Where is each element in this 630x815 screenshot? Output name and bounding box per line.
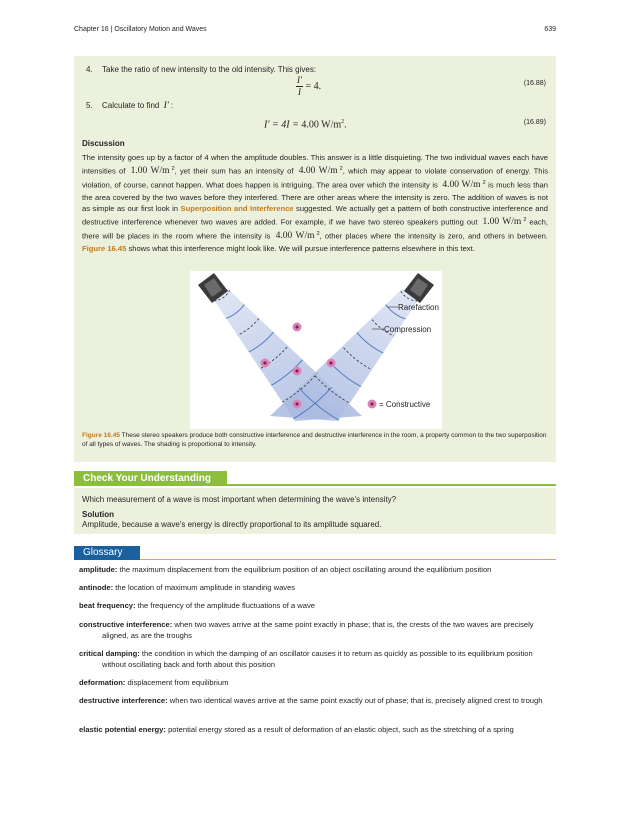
equation-number: (16.88) <box>523 80 546 87</box>
glossary-item: amplitude: the maximum displacement from the equilibrium position of an object oscillating around the equilibrium position <box>79 565 492 574</box>
figure-caption: Figure 16.45 These stereo speakers produce both constructive interference and destructive interference in the room, a property common to the two superposition of all types of waves. The shading is proportional to intensity. <box>82 432 547 448</box>
glossary-item: critical damping: the condition in which the damping of an oscillator causes it to return as quickly as possible to its equilibrium position without oscillating back and forth about this position <box>79 649 533 669</box>
glossary-title: Glossary <box>74 546 140 560</box>
chapter-title: Chapter 16 | Oscillatory Motion and Waves <box>74 26 207 33</box>
compression-label: Compression <box>384 325 432 334</box>
page-number: 639 <box>544 26 556 33</box>
constructive-legend: = Constructive <box>379 400 431 409</box>
equation-16-89: I′ = 4I = 4.00 $W/m^2$. <box>264 119 347 131</box>
worked-example-box: 4. Take the ratio of new intensity to the old intensity. This gives: $\frac{I'}{I}$ = 4. (16.88) 5. Calculate to find I′ : I′ = 4I = 4.00 $W/m^2$. (16.89) Discussion The intensity goes up by a factor of 4 when the amplitude doubles. This answer is a little disquieting. The two individual waves each have intensities of 1.00 W/m $^2$, yet their sum has an intensity of 4.00 W/m $^2$, which may appear to violate conservation of energy. This violation, of course, cannot happen. What does happen is intriguing. The area over which the intensity is 4.00 W/m $^2$ is much less than the area covered by the two waves before they interfered. There are other areas where the intensity is zero. The addition of waves is not as simple as our first look in Superposition and Interference suggested. We actually get a pattern of both constructive interference and destructive interference whenever two waves are added. For example, if we have two stereo speakers putting out 1.00 W/m $^2$ each, there will be places in the room where the intensity is 4.00 W/m $^2$, other places where the intensity is zero, and others in between. Figure 16.45 shows what this interference might look like. We will pursue interference patterns elsewhere in this text. Rarefaction Compression = Constructive Figure 16.45 These stereo speakers produce both constructive interference and destructive interference in the room, a property common to the two superposition of all types of waves. The shading is proportional to intensity. <box>74 56 556 462</box>
check-question: Which measurement of a wave is most important when determining the wave's intensity? <box>82 495 397 504</box>
check-understanding-title: Check Your Understanding <box>74 471 227 486</box>
glossary-item: constructive interference: when two waves arrive at the same point exactly in phase; that is, the crests of the two waves are precisely aligned, as are the troughs <box>79 620 534 640</box>
check-understanding-bar <box>74 471 556 486</box>
discussion-heading: Discussion <box>82 139 125 148</box>
interference-figure <box>190 271 442 429</box>
glossary-item: elastic potential energy: potential energy stored as a result of deformation of an elastic object, such as the stretching of a spring <box>79 725 514 734</box>
solution-text: Amplitude, because a wave's energy is directly proportional to its amplitude squared. <box>82 520 382 529</box>
rarefaction-label: Rarefaction <box>398 303 439 312</box>
equation-16-88: $\frac{I'}{I}$ = 4. <box>297 75 322 97</box>
discussion-paragraph: The intensity goes up by a factor of 4 when the amplitude doubles. This answer is a little disquieting. The two individual waves each have intensities of 1.00 W/m $^2$, yet their sum has an intensity of 4.00 W/m $^2$, which may appear to violate conservation of energy. This violation, of course, cannot happen. What does happen is intriguing. The area over which the intensity is 4.00 W/m $^2$ is much less than the area covered by the two waves before they interfered. There are other areas where the intensity is zero. The addition of waves is not as simple as our first look in Superposition and Interference suggested. We actually get a pattern of both constructive interference and destructive interference whenever two waves are added. For example, if we have two stereo speakers putting out 1.00 W/m $^2$ each, there will be places in the room where the intensity is 4.00 W/m $^2$, other places where the intensity is zero, and others in between. Figure 16.45 shows what this interference might look like. We will pursue interference patterns elsewhere in this text. <box>82 153 549 253</box>
glossary-bar <box>74 546 556 560</box>
glossary-item: destructive interference: when two identical waves arrive at the same point exactly out of phase; that is, precisely aligned crest to trough <box>79 696 543 705</box>
link-superposition[interactable]: Superposition and Interference <box>180 204 294 214</box>
solution-heading: Solution <box>82 510 114 519</box>
glossary-item: beat frequency: the frequency of the amplitude fluctuations of a wave <box>79 601 315 610</box>
link-figure-16-45[interactable]: Figure 16.45 <box>82 243 127 253</box>
glossary-item: deformation: displacement from equilibrium <box>79 678 229 687</box>
glossary-item: antinode: the location of maximum amplitude in standing waves <box>79 583 296 592</box>
running-header <box>74 26 556 33</box>
interference-diagram <box>190 271 442 429</box>
equation-number: (16.89) <box>523 119 546 126</box>
check-understanding-box <box>74 488 556 534</box>
